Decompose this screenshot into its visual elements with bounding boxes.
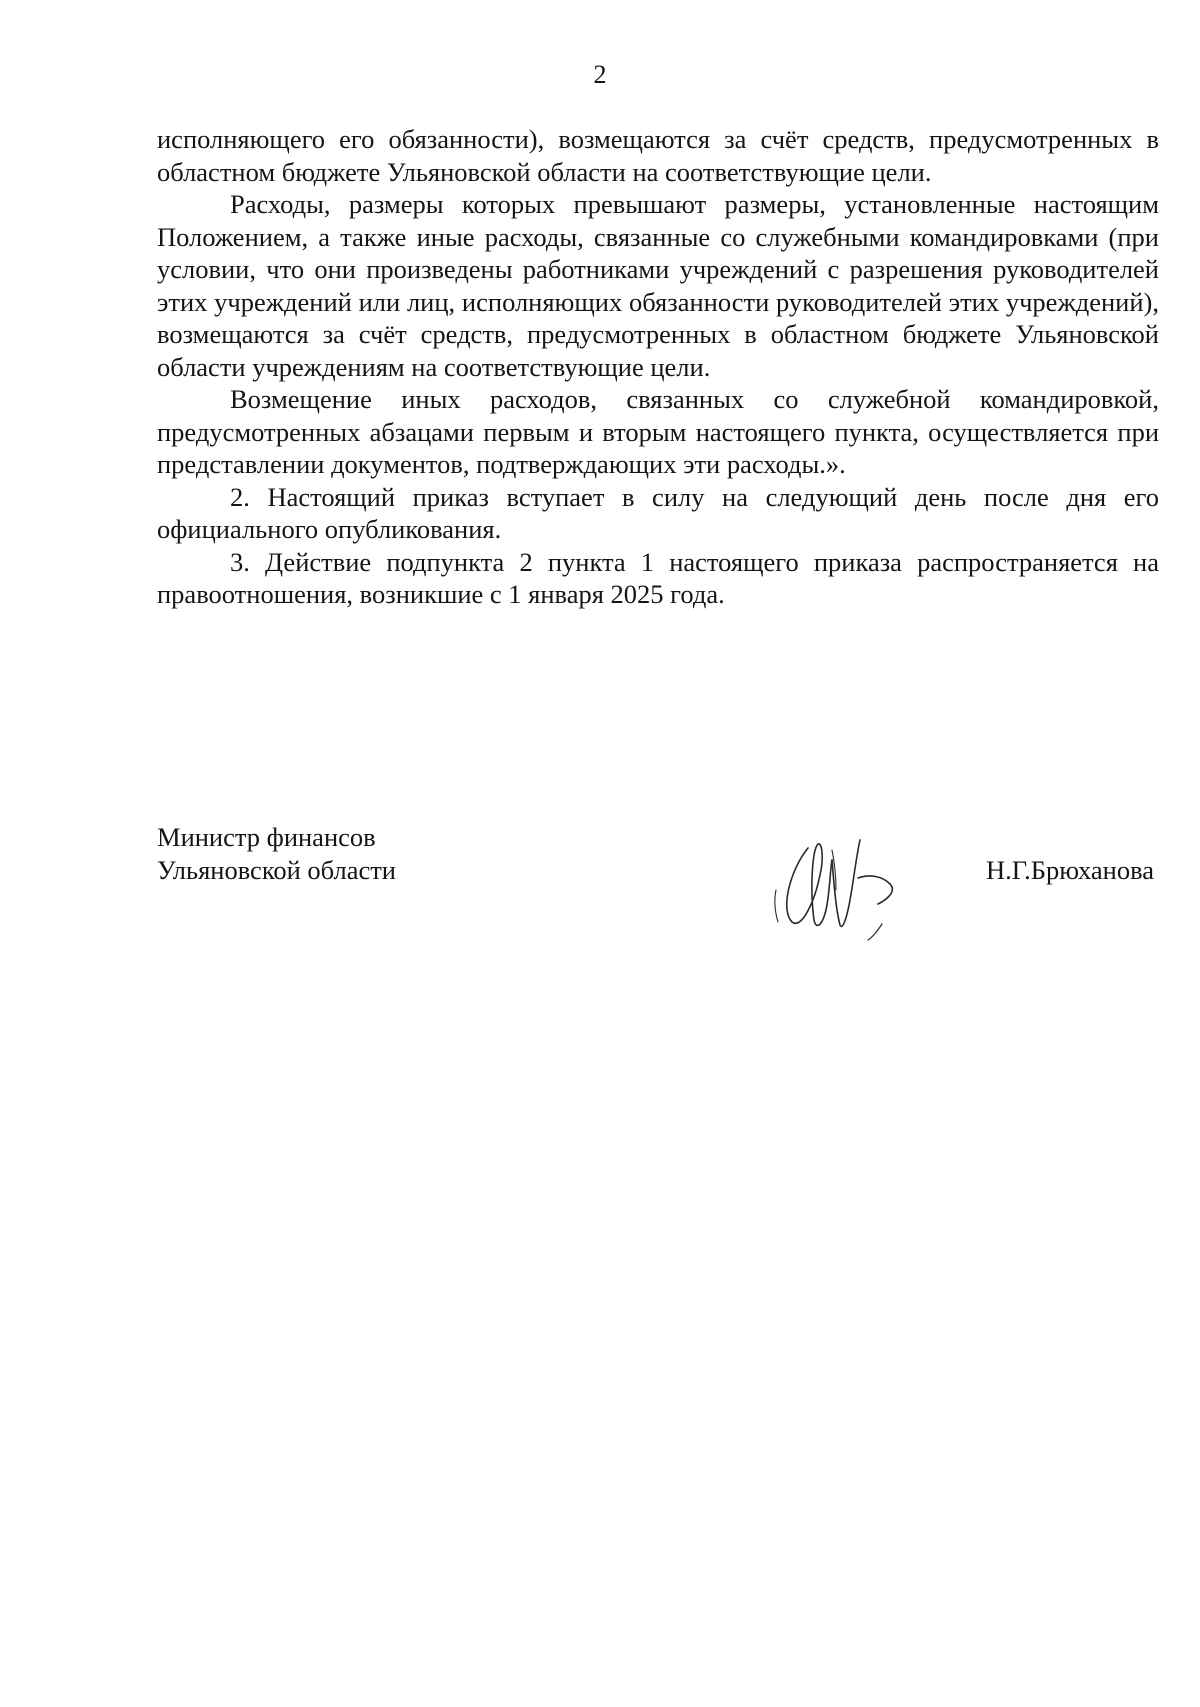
signatory-position-line-2: Ульяновской области xyxy=(157,854,396,885)
clause-3: 3. Действие подпункта 2 пункта 1 настоящего приказа распространяется на правоотношения, возникшие с 1 января 2025 года. xyxy=(157,546,1159,609)
document-body xyxy=(157,123,1159,611)
clause-2: 2. Настоящий приказ вступает в силу на следующий день после дня его официального опубликования. xyxy=(157,481,1159,544)
signatory-position-line-1: Министр финансов xyxy=(157,822,376,852)
paragraph-continuation: исполняющего его обязанности), возмещаются за счёт средств, предусмотренных в областном бюджете Ульяновской области на соответствующие цели. xyxy=(157,124,1159,187)
signatory-position xyxy=(157,821,396,886)
page-number: 2 xyxy=(593,60,607,89)
signature-strokes xyxy=(775,840,892,940)
paragraph-excess-expenses: Расходы, размеры которых превышают размеры, установленные настоящим Положением, а также иные расходы, связанные со служебными командировками (при условии, что они произведены работниками учреждений с разрешения руководителей этих учреждений или лиц, исполняющих обязанности руководителей этих учреждений), возмещаются за счёт средств, предусмотренных в областном бюджете Ульяновской области учреждениям на соответствующие цели. xyxy=(157,189,1159,382)
handwritten-signature xyxy=(770,830,915,945)
signer-name: Н.Г.Брюханова xyxy=(986,855,1154,885)
paragraph-reimbursement: Возмещение иных расходов, связанных со служебной командировкой, предусмотренных абзацами первым и вторым настоящего пункта, осуществляется при представлении документов, подтверждающих эти расходы.». xyxy=(157,384,1159,479)
